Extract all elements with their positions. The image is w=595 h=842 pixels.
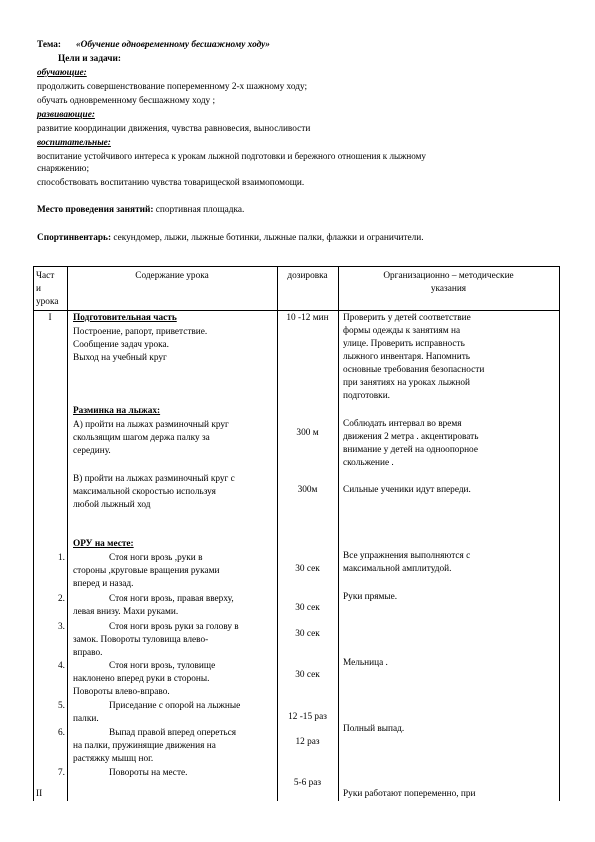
prep-text [73, 326, 207, 365]
prep-title: Подготовительная часть [73, 313, 177, 323]
method-line: скольжение . [343, 458, 394, 468]
goals-label: Цели и задачи: [58, 54, 121, 64]
warmup-line: А) пройти на лыжах разминочный круг [73, 420, 229, 430]
exercise-number: 3. [58, 622, 65, 632]
exercise-number: 5. [58, 701, 65, 711]
table-col-border [67, 266, 68, 801]
warmup-a [73, 419, 229, 458]
warmup-line: максимальной скоростью используя [73, 487, 216, 497]
edu-label: обучающие: [37, 68, 87, 78]
exercise-line: Стоя ноги врозь руки за голову в [109, 622, 239, 632]
table-col-border [559, 266, 560, 801]
exercise-line: Стоя ноги врозь, туловище [109, 661, 216, 671]
header-method [338, 270, 559, 296]
header-method-line: указания [430, 284, 467, 294]
exercise-text [73, 727, 236, 766]
topic-label: Тема: [37, 40, 61, 50]
warmup-line: В) пройти на лыжах разминочный круг с [73, 474, 235, 484]
dev-label: развивающие: [37, 110, 95, 120]
oru-title: ОРУ на месте: [73, 539, 134, 549]
exercise-dosage: 30 сек [295, 564, 320, 574]
exercise-text [73, 767, 187, 779]
warmup-b [73, 473, 235, 512]
exercise-line: Приседание с опорой на лыжные [109, 701, 241, 711]
exercise-line: вперед и назад. [73, 579, 134, 589]
method-line: формы одежды к занятиям на [343, 326, 461, 336]
prep-line: Сообщение задач урока. [73, 340, 169, 350]
table-col-border [33, 266, 34, 801]
method-line: Все упражнения выполняются с [343, 551, 471, 561]
prep-method [343, 312, 484, 403]
table-border-top [33, 266, 559, 267]
exercise-number: 4. [58, 661, 65, 671]
inventory-line [37, 232, 424, 244]
exercise-line: замок. Повороты туловища влево- [73, 635, 209, 645]
exercise-line: Стоя ноги врозь ,руки в [109, 553, 203, 563]
method-line: при занятиях на уроках лыжной [343, 378, 471, 388]
exercise-method [343, 550, 470, 576]
exercise-dosage: 12 раз [295, 737, 320, 747]
vos-label: воспитательные: [37, 138, 111, 148]
edu-line: обучать одновременному бесшажному ходу ; [37, 96, 216, 106]
method-line: максимальной амплитудой. [343, 564, 452, 574]
vos-line: снаряжению; [37, 164, 90, 174]
method-line: Соблюдать интервал во время [343, 419, 462, 429]
method-line: основные требования безопасности [343, 365, 485, 375]
method-line: Проверить у детей соответствие [343, 313, 471, 323]
header-content: Содержание урока [135, 271, 209, 281]
exercise-text [73, 660, 215, 699]
table-header-divider [33, 310, 559, 311]
exercise-number: 6. [58, 728, 65, 738]
exercise-method: Мельница . [343, 658, 388, 668]
edu-line: продолжить совершенствование попеременному 2-х шажному ходу; [37, 82, 308, 92]
vos-line: способствовать воспитанию чувства товарищеской взаимопомощи. [37, 178, 305, 188]
method-line: подготовки. [343, 391, 390, 401]
exercise-text [73, 552, 219, 591]
exercise-text [73, 700, 240, 726]
header-method-line: Организационно – методические [383, 271, 514, 281]
table-col-border [338, 266, 339, 801]
exercise-line: Повороты на месте. [109, 768, 188, 778]
exercise-line: Стоя ноги врозь, правая вверху, [109, 594, 234, 604]
exercise-dosage: 12 -15 раз [288, 712, 327, 722]
prep-line: Построение, рапорт, приветствие. [73, 327, 208, 337]
exercise-line: на палки, пружинящие движения на [73, 741, 216, 751]
inventory-label: Спортинвентарь: [37, 233, 112, 243]
topic-value: «Обучение одновременному бесшажному ходу» [76, 40, 270, 50]
warmup-title: Разминка на лыжах: [73, 406, 161, 416]
place-line [37, 204, 244, 216]
exercise-line: Повороты влево-вправо. [73, 687, 170, 697]
warmup-b-dosage: 300м [297, 485, 318, 495]
vos-line: воспитание устойчивого интереса к урокам лыжной подготовки и бережного отношения к лыжному [37, 151, 426, 161]
exercise-line: левая внизу. Махи руками. [73, 607, 179, 617]
warmup-a-dosage: 300 м [296, 428, 319, 438]
header-part-line: урока [36, 297, 59, 307]
method-line: движения 2 метра . акцентировать [343, 432, 479, 442]
warmup-b-method: Сильные ученики идут впереди. [343, 485, 471, 495]
exercise-line: наклонено вперед руки в стороны. [73, 674, 210, 684]
prep-line: Выход на учебный круг [73, 353, 167, 363]
part-number-1: I [48, 313, 52, 323]
exercise-dosage: 5-6 раз [293, 778, 322, 788]
warmup-line: любой лыжный ход [73, 500, 151, 510]
method-line: лыжного инвентаря. Напомнить [343, 352, 471, 362]
part-number-2: II [36, 789, 43, 799]
method-line: внимание у детей на одноопорное [343, 445, 478, 455]
exercise-line: вправо. [73, 648, 103, 658]
exercise-dosage: 30 сек [295, 629, 320, 639]
header-part [36, 270, 58, 309]
place-label: Место проведения занятий: [37, 205, 154, 215]
header-part-line: и [36, 284, 41, 294]
exercise-text [73, 593, 234, 619]
exercise-number: 2. [58, 594, 65, 604]
exercise-dosage: 30 сек [295, 670, 320, 680]
exercise-line: палки. [73, 714, 99, 724]
dev-line: развитие координации движения, чувства равновесия, выносливости [37, 124, 311, 134]
part2-method: Руки работают попеременно, при [343, 789, 476, 799]
prep-dosage: 10 -12 мин [286, 313, 329, 323]
warmup-line: середину. [73, 446, 111, 456]
warmup-line: скользящим шагом держа палку за [73, 433, 210, 443]
inventory-value: секундомер, лыжи, лыжные ботинки, лыжные палки, флажки и ограничители. [111, 233, 424, 243]
exercise-number: 7. [58, 768, 65, 778]
header-dosage: дозировка [287, 271, 328, 281]
exercise-method: Руки прямые. [343, 592, 398, 602]
exercise-dosage: 30 сек [295, 603, 320, 613]
warmup-a-method [343, 418, 479, 470]
place-value: спортивная площадка. [153, 205, 245, 215]
exercise-line: растяжку мышц ног. [73, 754, 154, 764]
exercise-line: стороны ,круговые вращения руками [73, 566, 220, 576]
method-line: улице. Проверить исправность [343, 339, 465, 349]
exercise-text [73, 621, 239, 660]
header-part-line: Част [36, 271, 55, 281]
exercise-number: 1. [58, 553, 65, 563]
exercise-method: Полный выпад. [343, 724, 405, 734]
exercise-line: Выпад правой вперед опереться [109, 728, 237, 738]
